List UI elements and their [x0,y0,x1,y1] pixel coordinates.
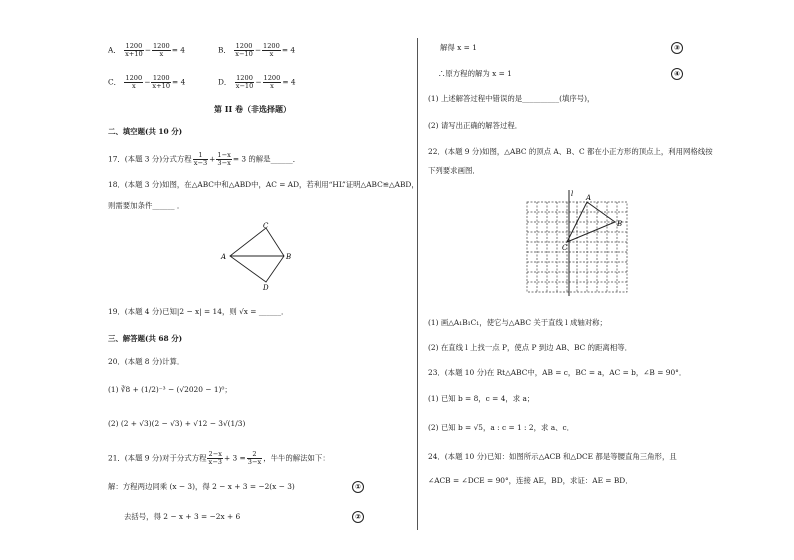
question-24-line2: ∠ACB = ∠DCE = 90°，连接 AE，BD，求证：AE = BD． [428,476,633,485]
question-21-step4: ∴原方程的解为 x = 1 [438,69,512,78]
fraction: $\frac{1200}{x}$ [152,42,170,58]
question-22-line2: 下列要求画图． [428,166,480,175]
fraction: $\frac{1-x}{3-x}$ [217,151,231,167]
fraction: $\frac{1200}{x}$ [263,42,280,58]
column-divider [417,38,418,530]
fraction: $\frac{1200}{x+10}$ [152,74,171,90]
fraction: $\frac{1}{x-3}$ [193,151,208,167]
question-19: 19．(本题 4 分)已知|2 − x| = 14，则 √x = ______． [108,307,289,316]
figure-22-grid [522,186,634,298]
question-21: 21．(本题 9 分)对于分式方程 $\frac{2-x}{x-3}$ + 3 = $\frac{2}{3-x}$ ，牛牛的解法如下： [108,450,330,466]
fraction: $\frac{1200}{x-10}$ [235,42,253,58]
fraction: $\frac{1200}{x-10}$ [235,74,254,90]
fraction: $\frac{2}{3-x}$ [247,450,262,466]
kite-outline [230,228,284,282]
question-23: 23．(本题 10 分)在 Rt△ABC中，AB = c，BC = a，AC = b，∠B = 90°． [428,368,687,377]
fraction: $\frac{2-x}{x-3}$ [208,450,222,466]
question-21-sub2: (2) 请写出正确的解答过程． [428,121,523,130]
option-d: D． $\frac{1200}{x-10}$ − $\frac{1200}{x}$ = 4 [218,74,296,90]
question-20: 20．(本题 8 分)计算． [108,357,185,366]
question-21-step1: 解：方程两边同乘 (x − 3)，得 2 − x + 3 = −2(x − 3) [108,482,295,491]
question-20-sub1: (1) ∛8 + (1/2)⁻³ − (√2020 − 1)⁰； [108,385,232,394]
part2-heading: 二、填空题(共 10 分) [108,127,183,136]
fraction: $\frac{1200}{x+10}$ [125,42,143,58]
question-24-line1: 24．(本题 10 分)已知：如图所示△ACB 和△DCE 都是等腰直角三角形，且 [428,452,677,461]
label-a: A [221,253,227,261]
figure-18-kite [218,220,294,290]
label-d: D [263,284,269,290]
part3-heading: 三、解答题(共 68 分) [108,334,183,343]
step-marker-4: ④ [671,68,683,80]
step-marker-3: ③ [671,42,683,54]
fraction: $\frac{1200}{x}$ [125,74,143,90]
label-l: l [571,190,574,198]
question-23-sub2: (2) 已知 b = √5，a : c = 1 : 2，求 a、c． [428,423,575,432]
question-22-sub2: (2) 在直线 l 上找一点 P，使点 P 到边 AB、BC 的距离相等． [428,343,632,352]
step-marker-1: ① [352,481,364,493]
question-18-line1: 18．(本题 3 分)如图，在△ABC中和△ABD中，AC = AD，若利用“HL”证明△ABC≌△ABD， [108,180,419,189]
option-b: B． $\frac{1200}{x-10}$ − $\frac{1200}{x}$ = 4 [218,42,296,58]
question-22-line1: 22．(本题 9 分)如图，△ABC 的顶点 A、B、C 都在小正方形的顶点上，利用网格线按 [428,147,713,156]
question-18-line2: 则需要加条件______ ． [108,201,185,210]
question-21-step2: 去括号，得 2 − x + 3 = −2x + 6 [124,512,241,521]
label-grid-a: A [586,194,592,202]
label-grid-c: C [562,244,568,252]
question-21-step3: 解得 x = 1 [440,43,477,52]
label-b: B [286,253,292,261]
label-grid-b: B [617,220,623,228]
label-c: C [263,222,269,230]
option-a: A． $\frac{1200}{x+10}$ − $\frac{1200}{x}$ = 4 [108,42,185,58]
question-17: 17．(本题 3 分)分式方程 $\frac{1}{x-3}$ + $\frac{1-x}{3-x}$ = 3 的解是______． [108,151,301,167]
question-20-sub2: (2) (2 + √3)(2 − √3) + √12 − 3√(1/3) [108,419,246,428]
question-23-sub1: (1) 已知 b = 8，c = 4，求 a； [428,394,535,403]
step-marker-2: ② [352,511,364,523]
question-22-sub1: (1) 画△A₁B₁C₁，使它与△ABC 关于直线 l 成轴对称； [428,318,607,327]
question-21-sub1: (1) 上述解答过程中错误的是__________(填序号)， [428,94,595,103]
grid-lines [527,202,627,292]
option-c: C． $\frac{1200}{x}$ − $\frac{1200}{x+10}$ = 4 [108,74,186,90]
fraction: $\frac{1200}{x}$ [263,74,281,90]
section-title: 第 II 卷（非选择题） [214,104,292,114]
